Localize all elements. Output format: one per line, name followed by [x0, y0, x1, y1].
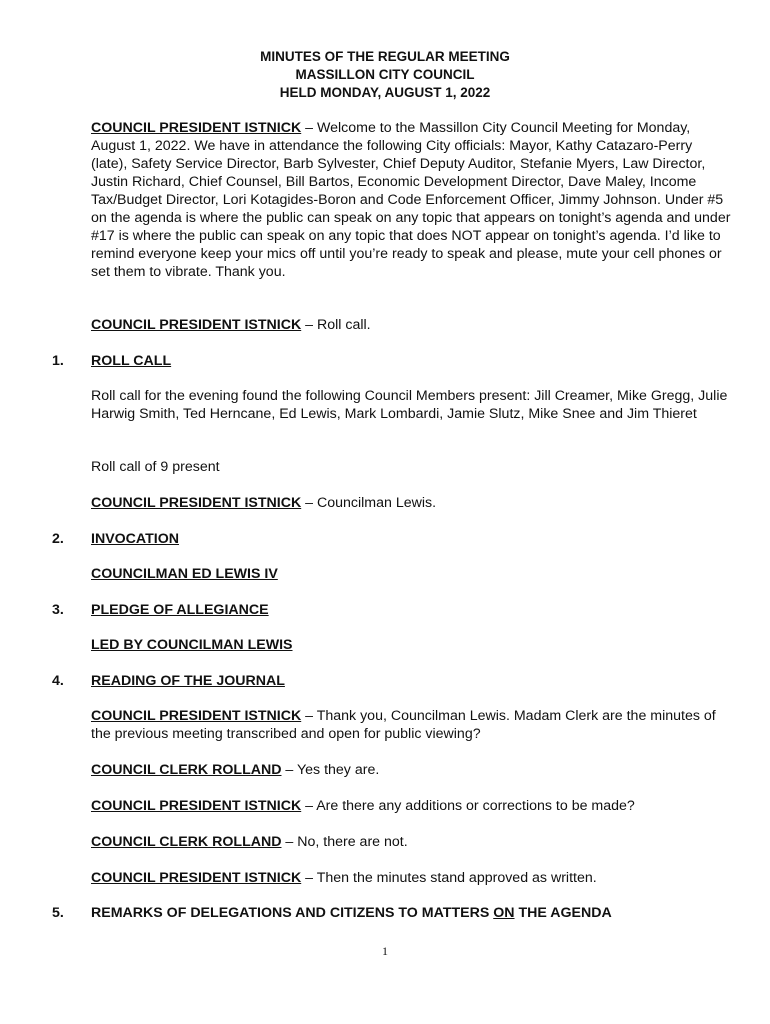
title-line-3: HELD MONDAY, AUGUST 1, 2022 [279, 85, 491, 100]
heading-part: REMARKS OF DELEGATIONS AND CITIZENS TO MATTERS [91, 905, 494, 921]
statement-text: – Welcome to the Massillon City Council Meeting for Monday, August 1, 2022. We have in attendance the following City officials: Mayor, Kathy Catazaro-Perry (late), Safety Service Director, Barb Sylvester, Chief Deputy Auditor, Stefanie Myers, Law Director, Justin Richard, Chief Counsel, Bill Bartos, Economic Development Director, Dave Maley, Income Tax/Budget Director, Lori Kotagides-Boron and Code Enforcement Officer, Jimmy Johnson. Under #5 on the agenda is where the public can speak on any topic that appears on tonight’s agenda and under #17 is where the public can speak on any topic that does NOT appear on tonight’s agenda. I’d like to remind everyone keep your mics off until you’re ready to speak and please, mute your cell phones or set them to vibrate. Thank you. [91, 120, 731, 280]
journal-statement [91, 761, 731, 779]
call-lewis [91, 494, 731, 512]
invocation-by: COUNCILMAN ED LEWIS IV [91, 566, 278, 582]
journal-statement [91, 833, 731, 851]
section-heading: PLEDGE OF ALLEGIANCE [91, 602, 269, 618]
statement-text: – Thank you, Councilman Lewis. Madam Clerk are the minutes of the previous meeting transcribed and open for public viewing? [91, 708, 716, 742]
title-line-1: MINUTES OF THE REGULAR MEETING [260, 49, 510, 64]
statement-text: – Roll call. [301, 317, 371, 333]
statement-text: – Then the minutes stand approved as written. [301, 870, 597, 886]
speaker-name: COUNCIL PRESIDENT ISTNICK [91, 870, 302, 886]
section-number: 5. [52, 905, 64, 921]
speaker-name: COUNCIL CLERK ROLLAND [91, 834, 282, 850]
intro-paragraph [91, 119, 731, 281]
journal-statement [91, 797, 731, 815]
section-number: 1. [52, 353, 64, 369]
speaker-name: COUNCIL PRESIDENT ISTNICK [91, 708, 302, 724]
speaker-name: COUNCIL PRESIDENT ISTNICK [91, 317, 302, 333]
journal-statement [91, 869, 731, 887]
rollcall-body: Roll call for the evening found the following Council Members present: Jill Creamer, Mike Gregg, Julie Harwig Smith, Ted Herncane, Ed Lewis, Mark Lombardi, Jamie Slutz, Mike Snee and Jim Thieret [91, 388, 728, 422]
section-heading: READING OF THE JOURNAL [91, 673, 285, 689]
section-heading [91, 904, 612, 922]
pledge-by: LED BY COUNCILMAN LEWIS [91, 637, 293, 653]
page-number: 1 [382, 944, 388, 958]
statement-text: – Are there any additions or corrections to be made? [301, 798, 635, 814]
speaker-name: COUNCIL PRESIDENT ISTNICK [91, 495, 302, 511]
speaker-name: COUNCIL PRESIDENT ISTNICK [91, 120, 302, 136]
section-number: 2. [52, 531, 64, 547]
heading-part: THE AGENDA [514, 905, 612, 921]
heading-emphasis: ON [493, 905, 515, 921]
speaker-name: COUNCIL PRESIDENT ISTNICK [91, 798, 302, 814]
section-number: 3. [52, 602, 64, 618]
section-heading: INVOCATION [91, 531, 180, 547]
statement-text: – No, there are not. [281, 834, 408, 850]
statement-text: – Councilman Lewis. [301, 495, 437, 511]
speaker-name: COUNCIL CLERK ROLLAND [91, 762, 282, 778]
rollcall-count: Roll call of 9 present [91, 459, 220, 475]
title-line-2: MASSILLON CITY COUNCIL [295, 67, 475, 82]
journal-statement [91, 707, 731, 743]
section-number: 4. [52, 673, 64, 689]
rollcall-request [91, 316, 731, 334]
section-heading: ROLL CALL [91, 353, 172, 369]
statement-text: – Yes they are. [281, 762, 380, 778]
